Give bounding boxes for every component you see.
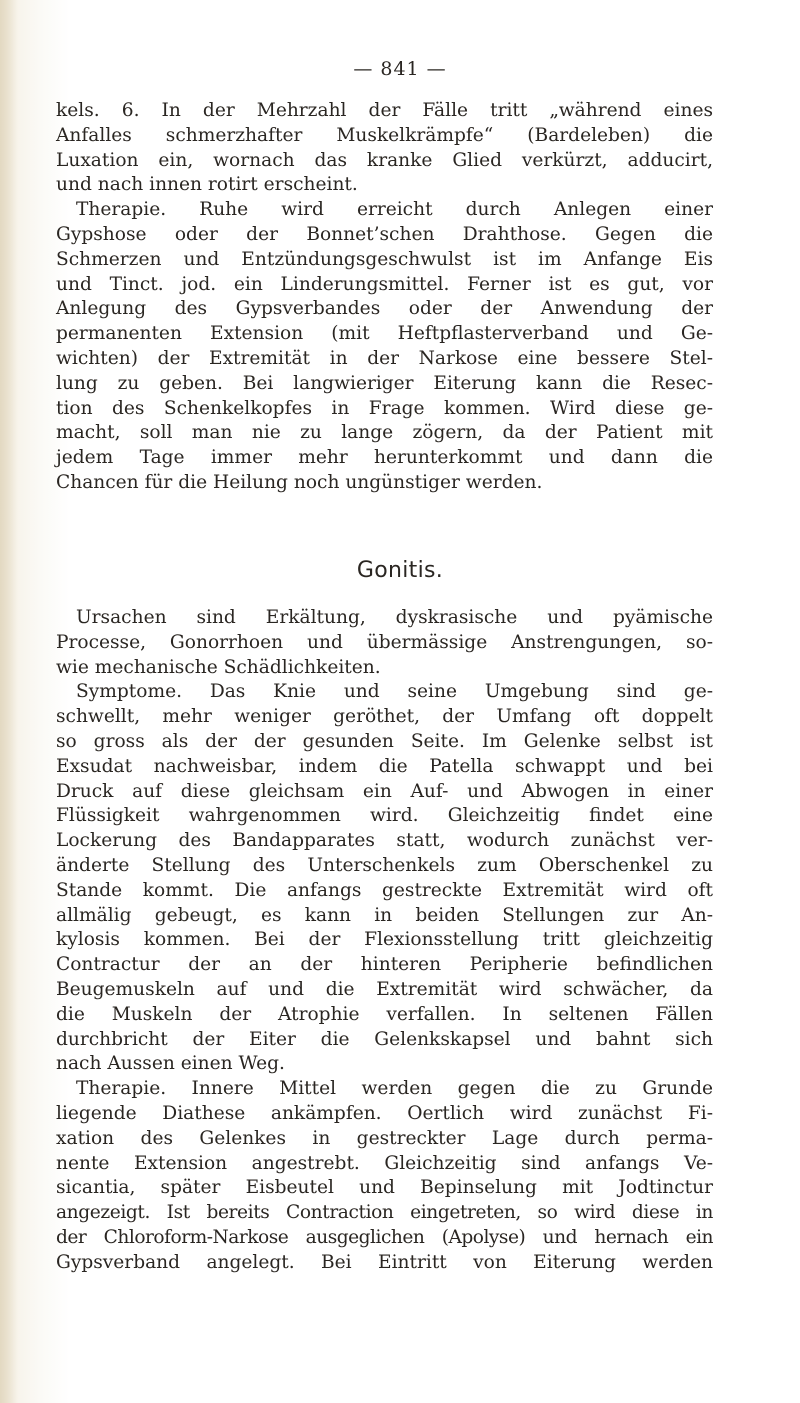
text-line: lung zu geben. Bei langwieriger Eiterung kann die Resec- (56, 372, 713, 394)
text-line: Symptome. Das Knie und seine Umgebung sind ge- (76, 681, 713, 703)
page-edge-shadow (0, 0, 18, 1403)
text-line: nach Aussen einen Weg. (56, 1053, 285, 1075)
text-line: schwellt, mehr weniger geröthet, der Umfang oft doppelt (56, 706, 713, 728)
text-line: durchbricht der Eiter die Gelenkskapsel und bahnt sich (56, 1028, 713, 1050)
text-line: Luxation ein, wornach das kranke Glied verkürzt, adducirt, (56, 149, 713, 171)
text-line: die Muskeln der Atrophie verfallen. In seltenen Fällen (56, 1003, 713, 1025)
text-line: Therapie. Innere Mittel werden gegen die zu Grunde (76, 1078, 713, 1100)
text-line: allmälig gebeugt, es kann in beiden Stellungen zur An- (56, 904, 713, 926)
text-line: Chancen für die Heilung noch ungünstiger werden. (56, 471, 543, 493)
text-line: Exsudat nachweisbar, indem die Patella schwappt und bei (56, 755, 713, 777)
text-line: Ursachen sind Erkältung, dyskrasische und pyämische (76, 607, 713, 628)
text-line: Gypshose oder der Bonnet’schen Drahthose. Gegen die (56, 223, 713, 245)
text-line: Lockerung des Bandapparates statt, wodurch zunächst ver- (56, 830, 713, 852)
section-heading: Gonitis. (356, 558, 444, 583)
text-line: so gross als der der gesunden Seite. Im Gelenke selbst ist (56, 730, 713, 752)
top-paragraphs (56, 99, 713, 496)
text-line: permanenten Extension (mit Heftpflasterverband und Ge- (56, 323, 713, 345)
text-line: der Chloroform-Narkose ausgeglichen (Apolyse) und hernach ein (56, 1226, 713, 1248)
text-line: Therapie. Ruhe wird erreicht durch Anlegen einer (76, 199, 713, 221)
text-line: angezeigt. Ist bereits Contraction eingetreten, so wird diese in (56, 1202, 713, 1224)
text-line: und Tinct. jod. ein Linderungsmittel. Ferner ist es gut, vor (56, 273, 713, 295)
text-line: Schmerzen und Entzündungsgeschwulst ist im Anfange Eis (56, 248, 713, 270)
text-line: Flüssigkeit wahrgenommen wird. Gleichzeitig findet eine (56, 805, 713, 827)
text-line: Druck auf diese gleichsam ein Auf- und Abwogen in einer (56, 780, 713, 802)
text-line: Contractur der an der hinteren Peripherie befindlichen (56, 954, 713, 976)
text-line: und nach innen rotirt erscheint. (56, 174, 358, 196)
text-line: kels. 6. In der Mehrzahl der Fälle tritt „während eines (56, 100, 713, 121)
text-line: Anfalles schmerzhafter Muskelkrämpfe“ (Bardeleben) die (56, 124, 713, 146)
text-line: jedem Tage immer mehr herunterkommt und dann die (56, 447, 713, 469)
text-line: Gypsverband angelegt. Bei Eintritt von Eiterung werden (56, 1251, 713, 1273)
text-line: änderte Stellung des Unterschenkels zum Oberschenkel zu (56, 854, 713, 876)
text-line: nente Extension angestrebt. Gleichzeitig sind anfangs Ve- (56, 1152, 713, 1174)
text-line: wichten) der Extremität in der Narkose eine bessere Stel- (56, 347, 713, 369)
text-line: macht, soll man nie zu lange zögern, da der Patient mit (56, 422, 713, 444)
text-line: Stande kommt. Die anfangs gestreckte Extremität wird oft (56, 879, 713, 901)
text-line: kylosis kommen. Bei der Flexionsstellung tritt gleichzeitig (56, 929, 713, 951)
text-line: tion des Schenkelkopfes in Frage kommen. Wird diese ge- (56, 397, 713, 419)
text-line: liegende Diathese ankämpfen. Oertlich wird zunächst Fi- (56, 1102, 713, 1124)
text-line: wie mechanische Schädlichkeiten. (56, 656, 381, 678)
text-line: xation des Gelenkes in gestreckter Lage durch perma- (56, 1127, 713, 1149)
text-line: Processe, Gonorrhoen und übermässige Anstrengungen, so- (56, 631, 713, 653)
text-line: Beugemuskeln auf und die Extremität wird schwächer, da (56, 978, 713, 1000)
bottom-paragraphs (56, 606, 713, 1276)
text-line: Anlegung des Gypsverbandes oder der Anwendung der (56, 298, 713, 320)
text-line: sicantia, später Eisbeutel und Bepinselung mit Jodtinctur (56, 1177, 713, 1199)
page-number: — 841 — (353, 58, 447, 80)
